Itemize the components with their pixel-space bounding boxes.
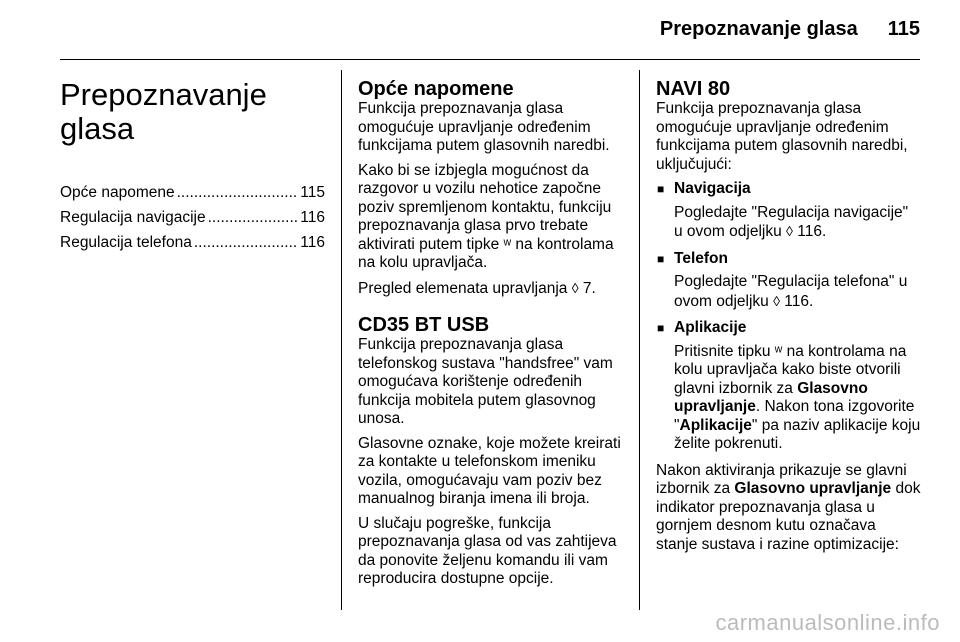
paragraph: Glasovne oznake, koje možete kreirati za kontakte u telefonskom imeniku vozila, omogućavaju vam poziv bez manualnog biranja imena ili broja. [358, 434, 621, 507]
paragraph: Funkcija prepoznavanja glasa omogućuje upravljanje određenim funkcijama putem glasovnih naredbi, uključujući: [656, 100, 908, 173]
list-item-text: Pogledajte "Regulacija navigacije" u ovom odjeljku ◊ 116. [674, 203, 909, 240]
voice-key-icon: ʷ [774, 342, 783, 360]
content-column-middle [358, 78, 623, 595]
list-item-title: Aplikacije [674, 319, 747, 336]
toc-item[interactable] [60, 230, 325, 255]
page-ref-icon: ◊ [773, 292, 780, 309]
toc-page: 116 [300, 209, 325, 226]
list-item [656, 319, 921, 454]
toc-item[interactable] [60, 205, 325, 230]
toc-leader [194, 230, 298, 255]
bullet-icon: ■ [657, 251, 665, 266]
toc-column [60, 78, 325, 255]
list-item-title: Telefon [674, 249, 728, 267]
section-heading-opce: Opće napomene [358, 78, 514, 100]
section-heading-cd35: CD35 BT USB [358, 314, 490, 336]
chapter-title: Prepoznavanje glasa [60, 77, 267, 146]
watermark: carmanualsonline.info [715, 610, 940, 635]
feature-list [656, 180, 921, 454]
list-item [656, 180, 921, 242]
content-column-right [656, 78, 921, 560]
column-divider [341, 70, 342, 610]
paragraph: Kako bi se izbjegla mogućnost da razgovor u vozilu nehotice započne poziv spremljenom kontaktu, funkciju prepoznavanja glasa prvo trebate aktivirati putem tipke ʷ na kontrolama na kolu upravljača. [358, 161, 614, 271]
paragraph: Funkcija prepoznavanja glasa omogućuje upravljanje određenim funkcijama putem glasovnih naredbi. [358, 100, 610, 154]
list-item-text: Pritisnite tipku ʷ na kontrolama na kolu upravljača kako biste otvorili glavni izbornik za Glasovno upravljanje. Nakon tona izgovorite "Aplikacije" pa naziv aplikacije koju želite pokrenuti. [674, 342, 921, 452]
paragraph: Pregled elemenata upravljanja ◊ 7. [358, 279, 596, 297]
toc-leader [177, 180, 299, 205]
paragraph: Funkcija prepoznavanja glasa telefonskog sustava "handsfree" vam omogućava korištenje određenih funkcija mobitela putem glasovnog unosa. [358, 336, 613, 427]
paragraph: U slučaju pogreške, funkcija prepoznavanja glasa od vas zahtijeva da ponovite željenu komandu ili vam reproducira dostupne opcije. [358, 514, 617, 587]
voice-key-icon: ʷ [503, 235, 512, 253]
toc-leader [208, 205, 299, 230]
toc-page: 115 [300, 184, 325, 201]
bullet-icon: ■ [657, 182, 665, 196]
toc-label: Regulacija telefona [60, 234, 192, 251]
header-rule [60, 59, 920, 60]
list-item-text: Pogledajte "Regulacija telefona" u ovom odjeljku ◊ 116. [674, 273, 908, 310]
header-title: Prepoznavanje glasa [659, 18, 858, 40]
list-item-title: Navigacija [674, 180, 751, 197]
column-divider [639, 70, 640, 610]
toc-label: Opće napomene [60, 184, 175, 201]
toc-label: Regulacija navigacije [60, 209, 206, 226]
toc-page: 116 [300, 234, 325, 251]
page-number: 115 [887, 18, 920, 40]
page-header [660, 18, 920, 41]
paragraph: Nakon aktiviranja prikazuje se glavni izbornik za Glasovno upravljanje dok indikator prepoznavanja glasa u gornjem desnom kutu označava stanje sustava i razine optimizacije: [656, 461, 921, 553]
page-ref-icon: ◊ [571, 279, 579, 296]
section-heading-navi: NAVI 80 [656, 78, 731, 100]
toc-item[interactable] [60, 180, 325, 205]
page-ref-icon: ◊ [786, 223, 793, 239]
list-item [656, 250, 921, 312]
bullet-icon: ■ [657, 321, 665, 335]
